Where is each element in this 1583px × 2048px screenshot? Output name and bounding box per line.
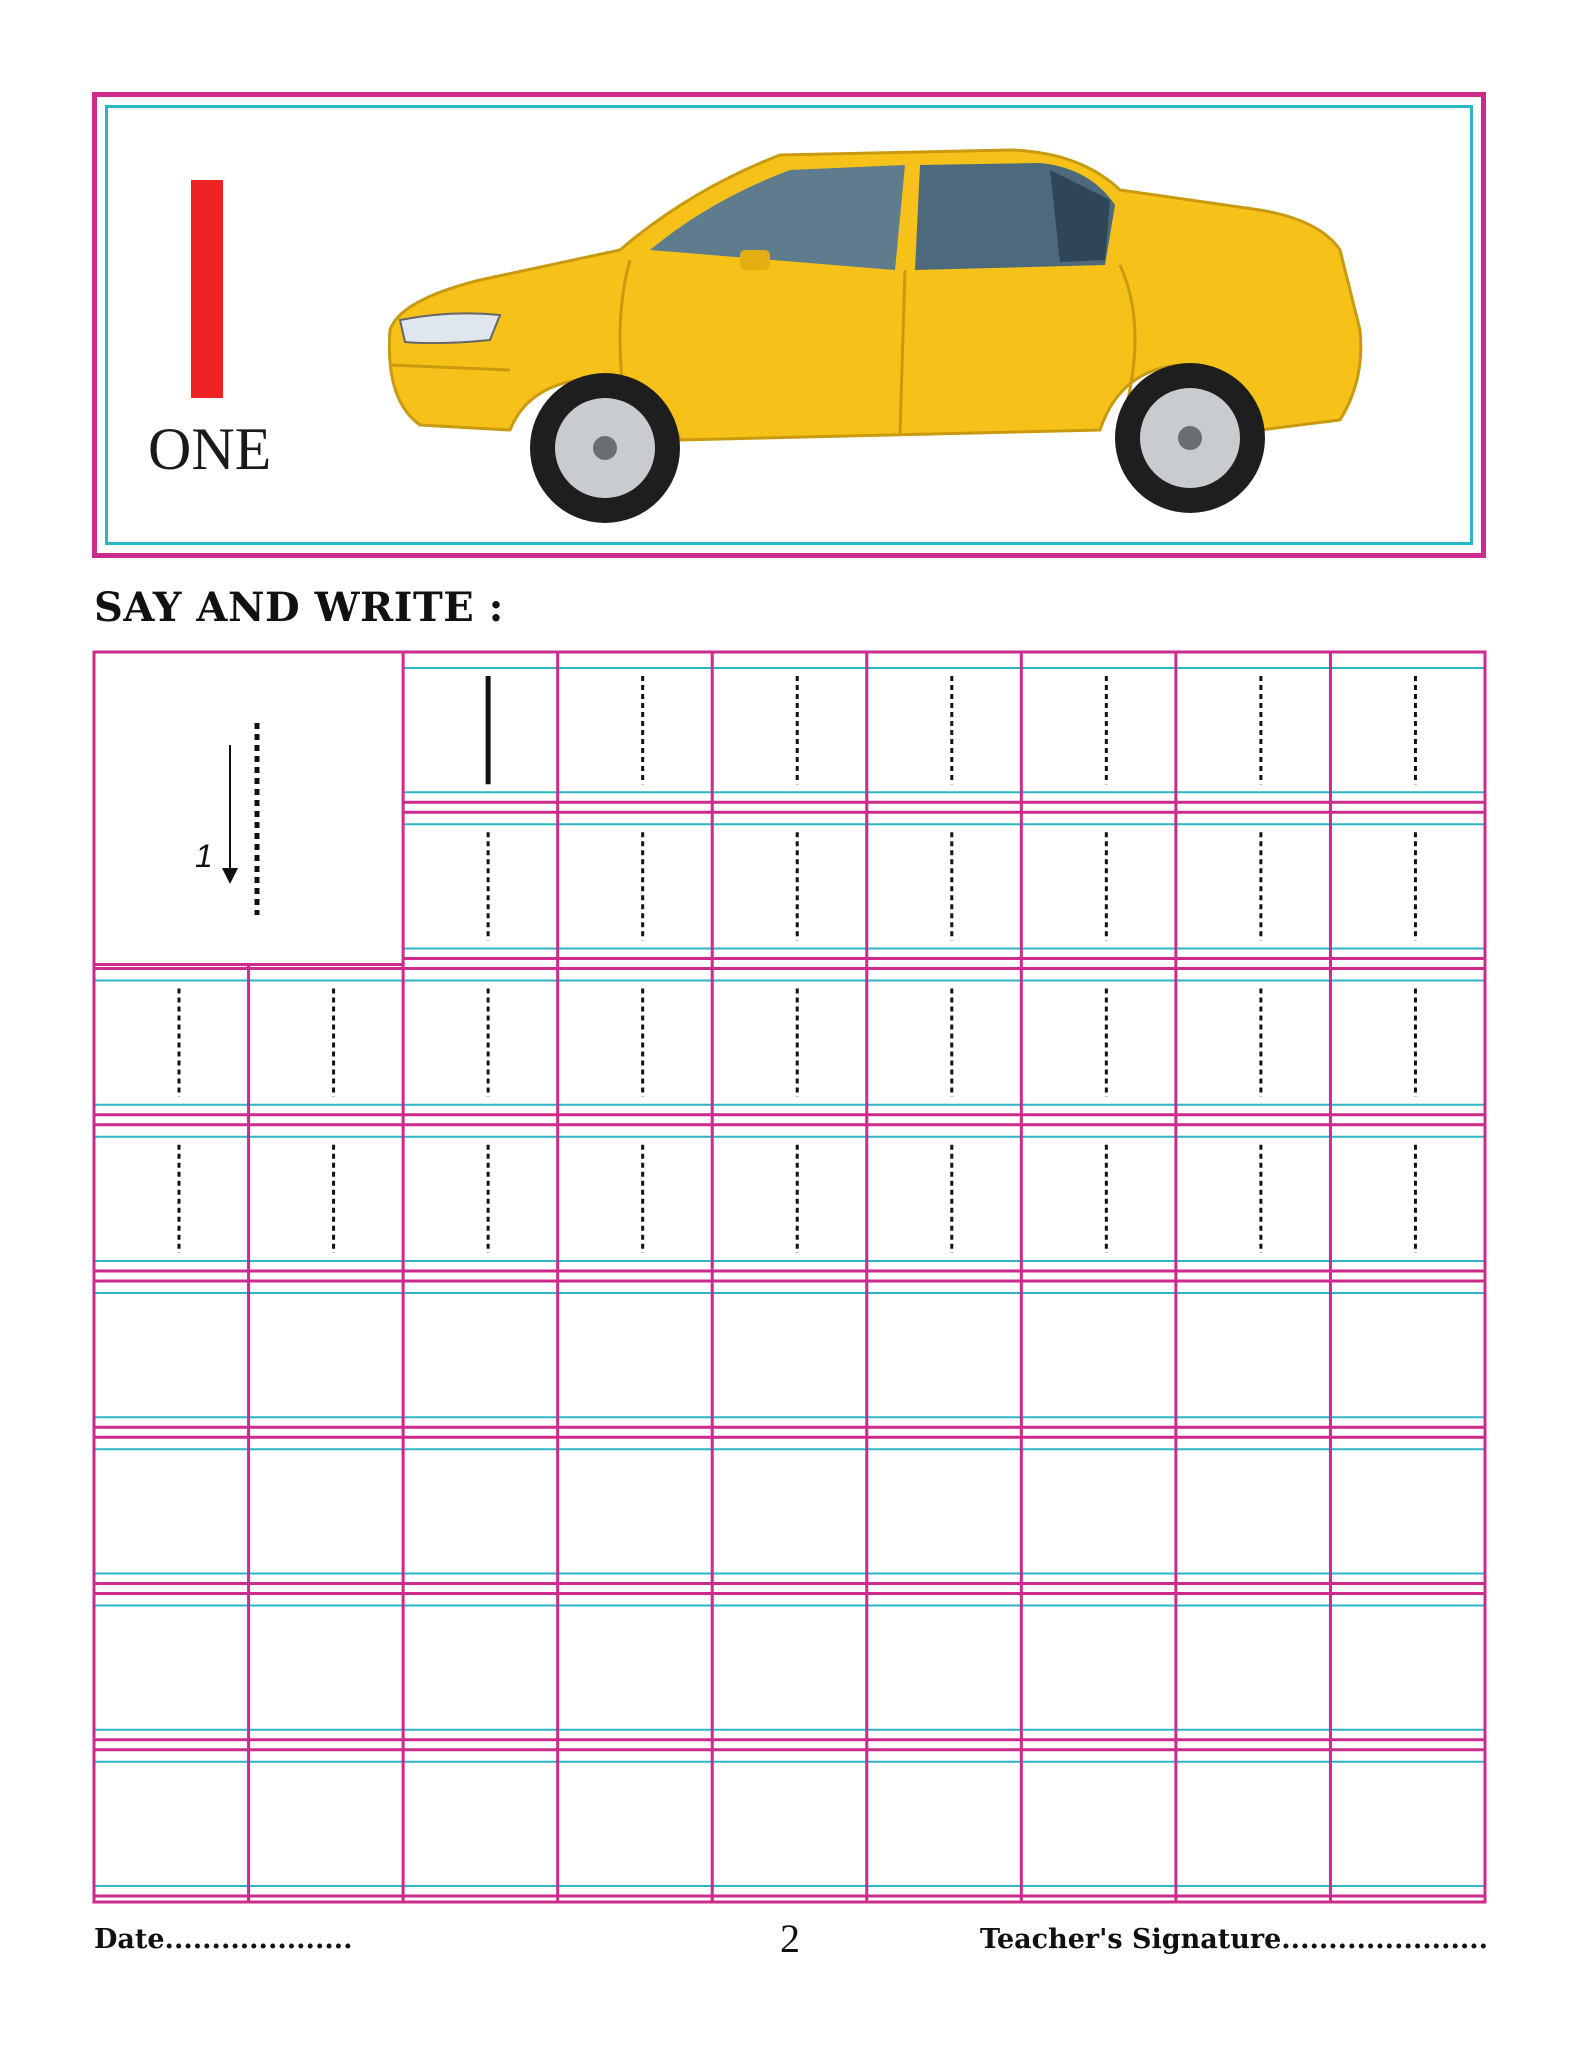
page-number: 2 [780, 1916, 800, 1961]
grid-border [94, 652, 1485, 1902]
stroke-step-number: 1 [195, 838, 213, 874]
date-field: Date.................... [94, 1924, 353, 1955]
number-word: ONE [148, 416, 272, 482]
arrow-head-icon [222, 868, 238, 884]
teacher-signature-field: Teacher's Signature...................... [980, 1924, 1489, 1955]
worksheet-heading: SAY AND WRITE : [94, 584, 504, 631]
